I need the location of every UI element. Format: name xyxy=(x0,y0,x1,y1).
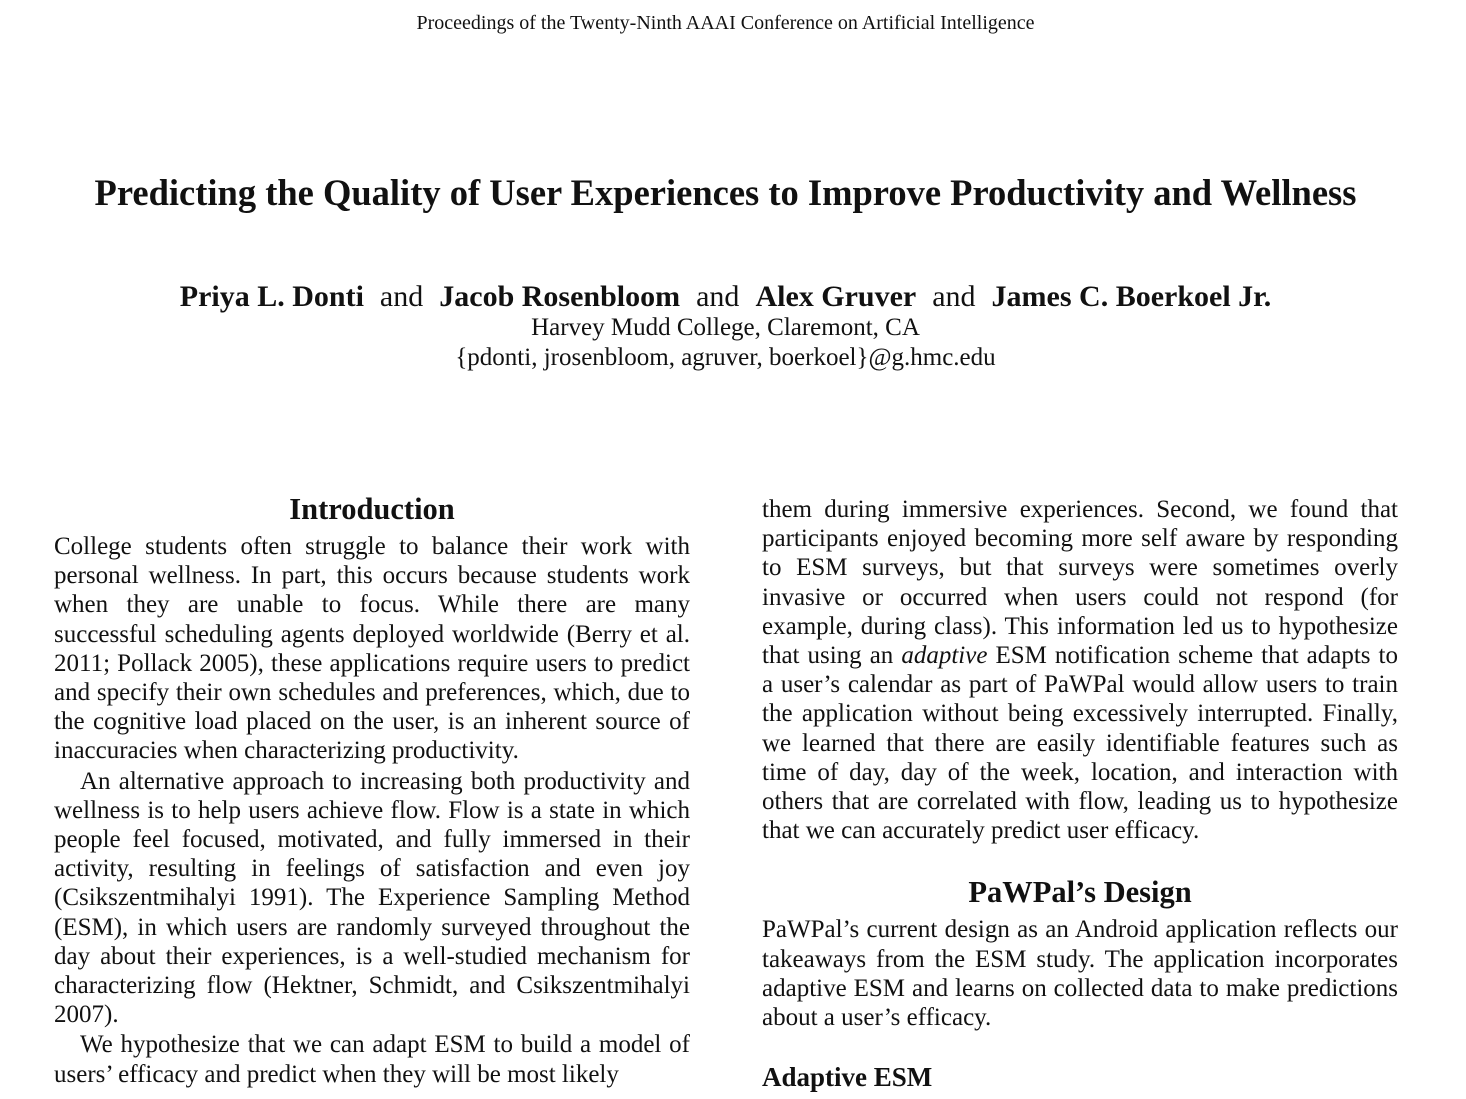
author-name: Jacob Rosenbloom xyxy=(439,280,681,313)
author-name: Alex Gruver xyxy=(755,280,917,313)
author-name: Priya L. Donti xyxy=(179,280,364,313)
author-list xyxy=(0,279,1451,315)
subsection-heading-adaptive-esm: Adaptive ESM xyxy=(762,1062,933,1093)
section-heading-design: PaWPal’s Design xyxy=(968,875,1192,910)
left-column xyxy=(54,490,690,1089)
running-header: Proceedings of the Twenty-Ninth AAAI Conference on Artificial Intelligence xyxy=(416,12,1035,34)
paragraph: An alternative approach to increasing both productivity and wellness is to help users achieve flow. Flow is a state in which people feel focused, motivated, and fully immersed in their activity, resulting in feelings of satisfaction and even joy (Csikszentmihalyi 1991). The Experience Sampling Method (ESM), in which users are randomly surveyed throughout the day about their experiences, is a well-studied mechanism for characterizing flow (Hektner, Schmidt, and Csikszentmihalyi 2007). xyxy=(54,767,690,1029)
affiliation: Harvey Mudd College, Claremont, CA xyxy=(531,314,920,341)
paragraph: We hypothesize that we can adapt ESM to build a model of users’ efficacy and predict when they will be most likely xyxy=(54,1031,690,1088)
author-separator: and xyxy=(696,280,740,313)
paragraph-text: them during immersive experiences. Second, we found that participants enjoyed becoming more self aware by responding to ESM surveys, but that surveys were sometimes overly invasive or occurred when users could not respond (for example, during class). This information led us to hypothesize that using an xyxy=(762,496,1398,670)
paragraph xyxy=(762,495,1398,845)
paper-title: Predicting the Quality of User Experiences to Improve Productivity and Wellness xyxy=(94,172,1357,213)
right-column xyxy=(762,495,1398,1094)
paragraph: College students often struggle to balance their work with personal wellness. In part, this occurs because students work when they are unable to focus. While there are many successful scheduling agents deployed worldwide (Berry et al. 2011; Pollack 2005), these applications require users to predict and specify their own schedules and preferences, which, due to the cognitive load placed on the user, is an inherent source of inaccuracies when characterizing productivity. xyxy=(54,533,690,765)
author-emails: {pdonti, jrosenbloom, agruver, boerkoel}@g.hmc.edu xyxy=(455,344,996,371)
paragraph: PaWPal’s current design as an Android application reflects our takeaways from the ESM study. The application incorporates adaptive ESM and learns on collected data to make predictions about a user’s efficacy. xyxy=(762,916,1398,1032)
section-heading-introduction: Introduction xyxy=(289,492,455,526)
emphasis-text: adaptive xyxy=(901,642,988,670)
author-separator: and xyxy=(379,280,424,313)
author-name: James C. Boerkoel Jr. xyxy=(991,280,1272,313)
paragraph-text: ESM notification scheme that adapts to a user’s calendar as part of PaWPal would allow users to train the application without being excessively interrupted. Finally, we learned that there are easily identifiable features such as time of day, day of the week, location, and interaction with others that are correlated with flow, leading us to hypothesize that we can accurately predict user efficacy. xyxy=(762,642,1398,845)
author-separator: and xyxy=(932,280,976,313)
